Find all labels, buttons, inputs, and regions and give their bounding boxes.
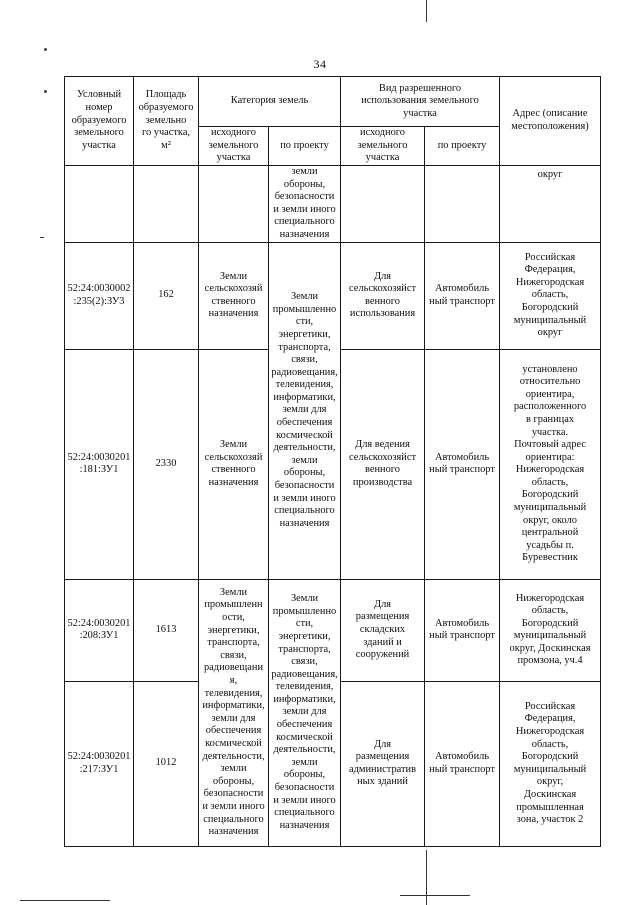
plot-area-cell: 1012 (134, 681, 199, 846)
plot-number-cell: 52:24:0030201 :181:ЗУ1 (65, 349, 134, 579)
page-number: 34 (313, 57, 327, 71)
subheader-use-original: исходного земельного участка (341, 127, 425, 166)
header-permitted-use: Вид разрешенного использования земельного участка (341, 77, 500, 127)
category-original-cell (199, 165, 269, 242)
header-address: Адрес (описание местоположения) (500, 77, 601, 166)
plot-number-cell: 52:24:0030002 :235(2):ЗУ3 (65, 242, 134, 349)
table-row (65, 579, 601, 681)
address-cell: округ (500, 165, 601, 242)
use-project-cell (425, 165, 500, 242)
scan-mark (20, 900, 110, 901)
category-project-cell: Земли промышленно сти, энергетики, транспорта, связи, радиовещания, телевидения, информатики, земли для обеспечения космической деятельности, земли обороны, безопасности и земли иного специального назначения (269, 242, 341, 579)
use-original-cell: Для сельскохозяйст венного использования (341, 242, 425, 349)
use-project-cell: Автомобиль ный транспорт (425, 242, 500, 349)
table-row (65, 242, 601, 349)
category-project-cell: земли обороны, безопасности и земли иного специального назначения (269, 165, 341, 242)
address-cell: Российская Федерация, Нижегородская область, Богородский муниципальный округ (500, 242, 601, 349)
category-project-cell: Земли промышленно сти, энергетики, транспорта, связи, радиовещания, телевидения, информатики, земли для обеспечения космической деятельности, земли обороны, безопасности и земли иного специального назначения (269, 579, 341, 846)
header-land-category: Категория земель (199, 77, 341, 127)
land-plots-table (64, 76, 601, 847)
scan-mark (40, 237, 44, 238)
address-cell: Российская Федерация, Нижегородская область, Богородский муниципальный округ, Доскинская промышленная зона, участок 2 (500, 681, 601, 846)
subheader-category-project: по проекту (269, 127, 341, 166)
plot-area-cell: 2330 (134, 349, 199, 579)
plot-area-cell: 162 (134, 242, 199, 349)
use-original-cell: Для размещения складских зданий и сооружений (341, 579, 425, 681)
use-original-cell: Для размещения административ ных зданий (341, 681, 425, 846)
scan-mark (426, 0, 427, 22)
header-row (65, 77, 601, 127)
address-cell: Нижегородская область, Богородский муниципальный округ, Доскинская промзона, уч.4 (500, 579, 601, 681)
scan-mark (400, 895, 470, 896)
plot-area-cell: 1613 (134, 579, 199, 681)
header-plot-area: Площадь образуемого земельно го участка, м² (134, 77, 199, 166)
category-original-cell: Земли сельскохозяй ственного назначения (199, 242, 269, 349)
category-original-cell: Земли сельскохозяй ственного назначения (199, 349, 269, 579)
table-row (65, 165, 601, 242)
plot-number-cell: 52:24:0030201 :208:ЗУ1 (65, 579, 134, 681)
address-cell: установлено относительно ориентира, расположенного в границах участка. Почтовый адрес ориентира: Нижегородская область, Богородский муниципальный округ, около центральной усадьбы п. Буревестник (500, 349, 601, 579)
scan-mark (426, 850, 427, 905)
plot-area-cell (134, 165, 199, 242)
category-original-cell: Земли промышленн ости, энергетики, транспорта, связи, радиовещани я, телевидения, информатики, земли для обеспечения космической деятельности, земли обороны, безопасности и земли иного специального назначения (199, 579, 269, 846)
use-project-cell: Автомобиль ный транспорт (425, 349, 500, 579)
plot-number-cell: 52:24:0030201 :217:ЗУ1 (65, 681, 134, 846)
plot-number-cell (65, 165, 134, 242)
use-original-cell: Для ведения сельскохозяйст венного производства (341, 349, 425, 579)
scan-speck (44, 48, 47, 51)
scan-speck (44, 90, 47, 93)
subheader-category-original: исходного земельного участка (199, 127, 269, 166)
subheader-use-project: по проекту (425, 127, 500, 166)
header-plot-number: Условный номер образуемого земельного участка (65, 77, 134, 166)
use-project-cell: Автомобиль ный транспорт (425, 579, 500, 681)
use-original-cell (341, 165, 425, 242)
use-project-cell: Автомобиль ный транспорт (425, 681, 500, 846)
